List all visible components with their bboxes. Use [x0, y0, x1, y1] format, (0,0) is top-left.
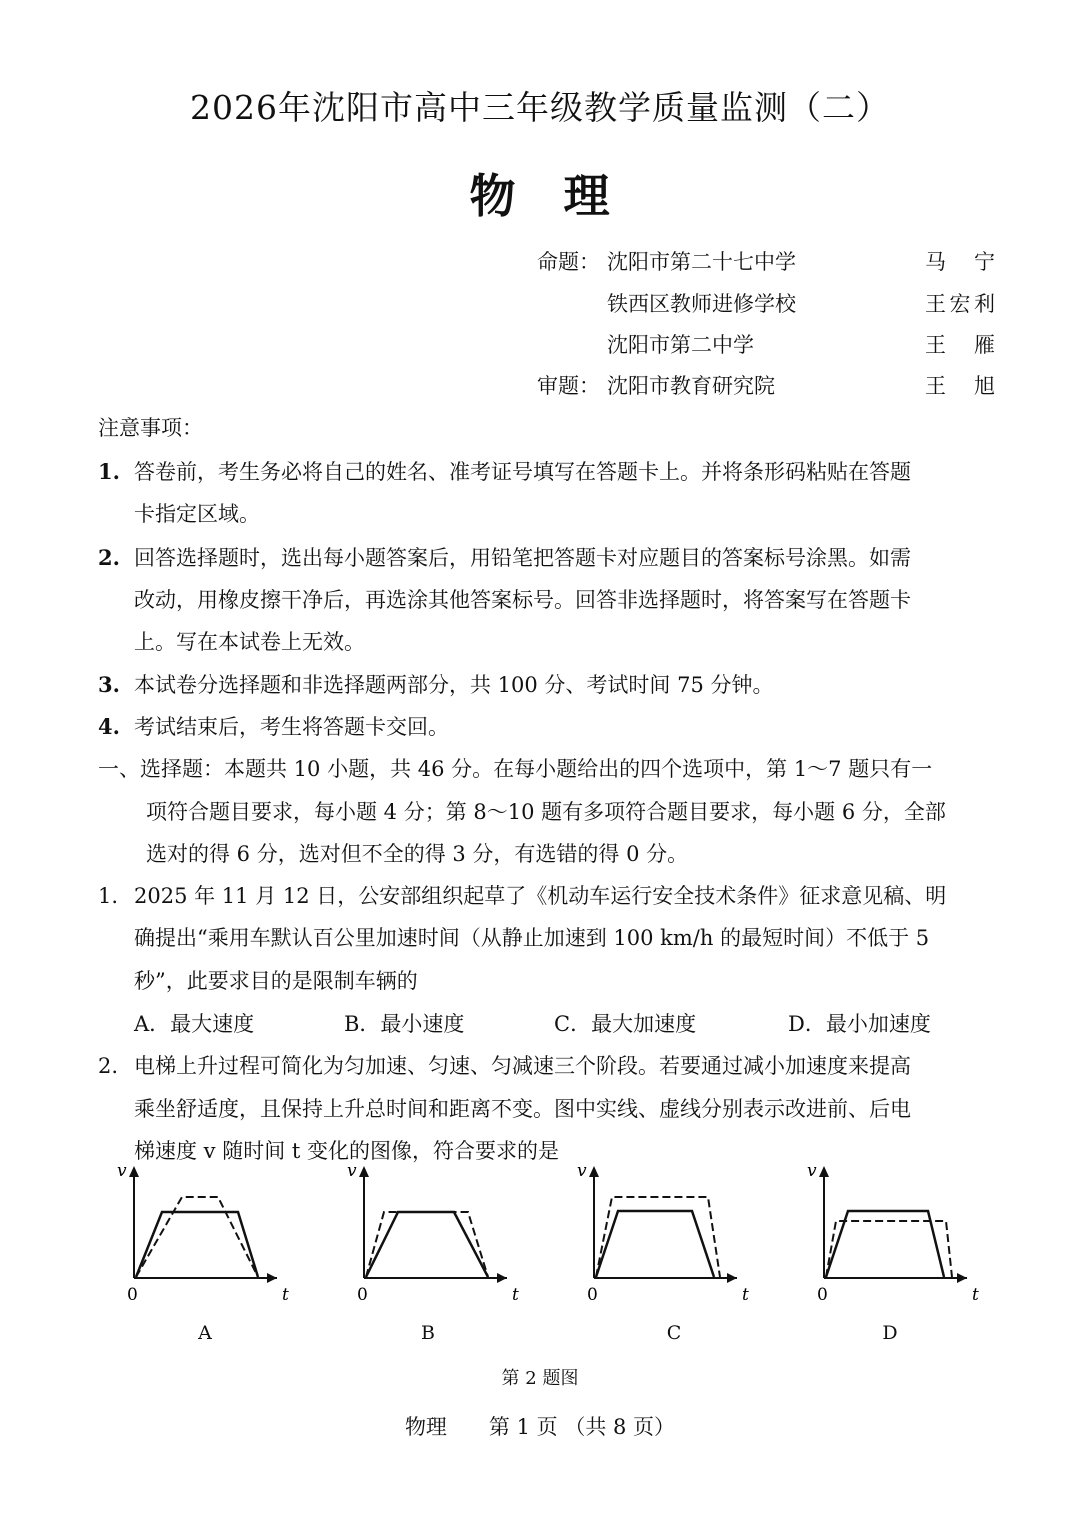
- option-a: A．最大速度: [134, 1012, 255, 1036]
- t-axis-label: t: [282, 1285, 289, 1305]
- question-text: 秒”，此要求目的是限制车辆的: [134, 969, 418, 993]
- note-item-1: [98, 456, 911, 486]
- solid-line: [366, 1212, 488, 1277]
- question-1: [98, 880, 946, 910]
- vt-graph-b: [342, 1160, 532, 1310]
- reviewer-label: 审题：: [537, 374, 600, 398]
- v-axis-label: v: [117, 1161, 127, 1181]
- vt-graph-d: [802, 1160, 992, 1310]
- note-text: 回答选择题时，选出每小题答案后，用铅笔把答题卡对应题目的答案标号涂黑。如需: [134, 546, 911, 570]
- notes-title: 注意事项：: [98, 416, 203, 440]
- graph-label-b: B: [421, 1322, 435, 1344]
- t-axis-arrow: [497, 1273, 507, 1283]
- t-axis-arrow: [727, 1273, 737, 1283]
- option-c: C．最大加速度: [554, 1012, 697, 1036]
- author-person: 王雁: [925, 333, 995, 357]
- v-axis-arrow: [589, 1166, 599, 1177]
- v-axis-label: v: [347, 1161, 357, 1181]
- vt-graph-a: [112, 1160, 302, 1310]
- note-item-3: [98, 669, 774, 699]
- section-text: 项符合题目要求，每小题 4 分；第 8～10 题有多项符合题目要求，每小题 6 分，全部: [146, 800, 946, 824]
- exam-title: 2026年沈阳市高中三年级教学质量监测（二）: [190, 88, 890, 127]
- note-text: 上。写在本试卷上无效。: [134, 630, 365, 654]
- v-axis-arrow: [359, 1166, 369, 1177]
- origin-label: 0: [817, 1285, 828, 1305]
- t-axis-label: t: [972, 1285, 979, 1305]
- note-item-2: [98, 542, 911, 572]
- author-org: 沈阳市第二十七中学: [607, 250, 796, 274]
- page-footer: 物理 第 1 页 （共 8 页）: [404, 1415, 676, 1439]
- note-text: 答卷前，考生务必将自己的姓名、准考证号填写在答题卡上。并将条形码粘贴在答题: [134, 460, 911, 484]
- question-number: 1.: [98, 884, 119, 908]
- vt-graph-c: [572, 1160, 762, 1310]
- t-axis-label: t: [512, 1285, 519, 1305]
- option-b: B．最小速度: [344, 1012, 465, 1036]
- author-org: 沈阳市第二中学: [607, 333, 754, 357]
- setter-label: 命题：: [537, 250, 600, 274]
- origin-label: 0: [587, 1285, 598, 1305]
- graph-label-c: C: [666, 1322, 682, 1344]
- note-item-4: [98, 711, 449, 741]
- authors-block: [0, 0, 1080, 420]
- origin-label: 0: [357, 1285, 368, 1305]
- note-text: 改动，用橡皮擦干净后，再选涂其他答案标号。回答非选择题时，将答案写在答题卡: [134, 588, 911, 612]
- t-axis-label: t: [742, 1285, 749, 1305]
- question-text: 乘坐舒适度，且保持上升总时间和距离不变。图中实线、虚线分别表示改进前、后电: [134, 1097, 911, 1121]
- note-number: 1.: [98, 459, 120, 484]
- t-axis-arrow: [267, 1273, 277, 1283]
- note-number: 2.: [98, 545, 120, 570]
- note-number: 4.: [98, 714, 120, 739]
- option-d: D．最小加速度: [788, 1012, 931, 1036]
- reviewer-person: 王旭: [925, 374, 995, 398]
- author-person: 王宏利: [925, 292, 995, 316]
- question-text: 电梯上升过程可简化为匀加速、匀速、匀减速三个阶段。若要通过减小加速度来提高: [134, 1054, 911, 1078]
- section-text: 选对的得 6 分，选对但不全的得 3 分，有选错的得 0 分。: [146, 842, 689, 866]
- v-axis-label: v: [577, 1161, 587, 1181]
- author-person: 马宁: [925, 250, 995, 274]
- question-text: 确提出“乘用车默认百公里加速时间（从静止加速到 100 km/h 的最短时间）不低于 5: [134, 926, 930, 950]
- dashed-line: [136, 1197, 258, 1277]
- t-axis-arrow: [957, 1273, 967, 1283]
- graph-label-a: A: [198, 1322, 212, 1344]
- note-text: 本试卷分选择题和非选择题两部分，共 100 分、考试时间 75 分钟。: [134, 673, 774, 697]
- v-axis-arrow: [819, 1166, 829, 1177]
- subject-title: 物 理: [469, 169, 611, 223]
- question-text: 2025 年 11 月 12 日，公安部组织起草了《机动车运行安全技术条件》征求意见稿、明: [134, 884, 947, 908]
- graph-label-d: D: [882, 1322, 898, 1344]
- v-axis-arrow: [129, 1166, 139, 1177]
- solid-line: [596, 1211, 714, 1277]
- question-text: 梯速度 v 随时间 t 变化的图像，符合要求的是: [134, 1139, 560, 1163]
- figure-caption: 第 2 题图: [501, 1368, 579, 1389]
- reviewer-org: 沈阳市教育研究院: [607, 374, 775, 398]
- v-axis-label: v: [807, 1161, 817, 1181]
- author-org: 铁西区教师进修学校: [607, 292, 796, 316]
- note-text: 考试结束后，考生将答题卡交回。: [134, 715, 449, 739]
- question-number: 2.: [98, 1054, 119, 1078]
- note-number: 3.: [98, 672, 120, 697]
- section-heading: 一、选择题：本题共 10 小题，共 46 分。在每小题给出的四个选项中，第 1～7 题只有一: [98, 757, 933, 781]
- question-2: [98, 1050, 911, 1080]
- origin-label: 0: [127, 1285, 138, 1305]
- note-text: 卡指定区域。: [134, 502, 260, 526]
